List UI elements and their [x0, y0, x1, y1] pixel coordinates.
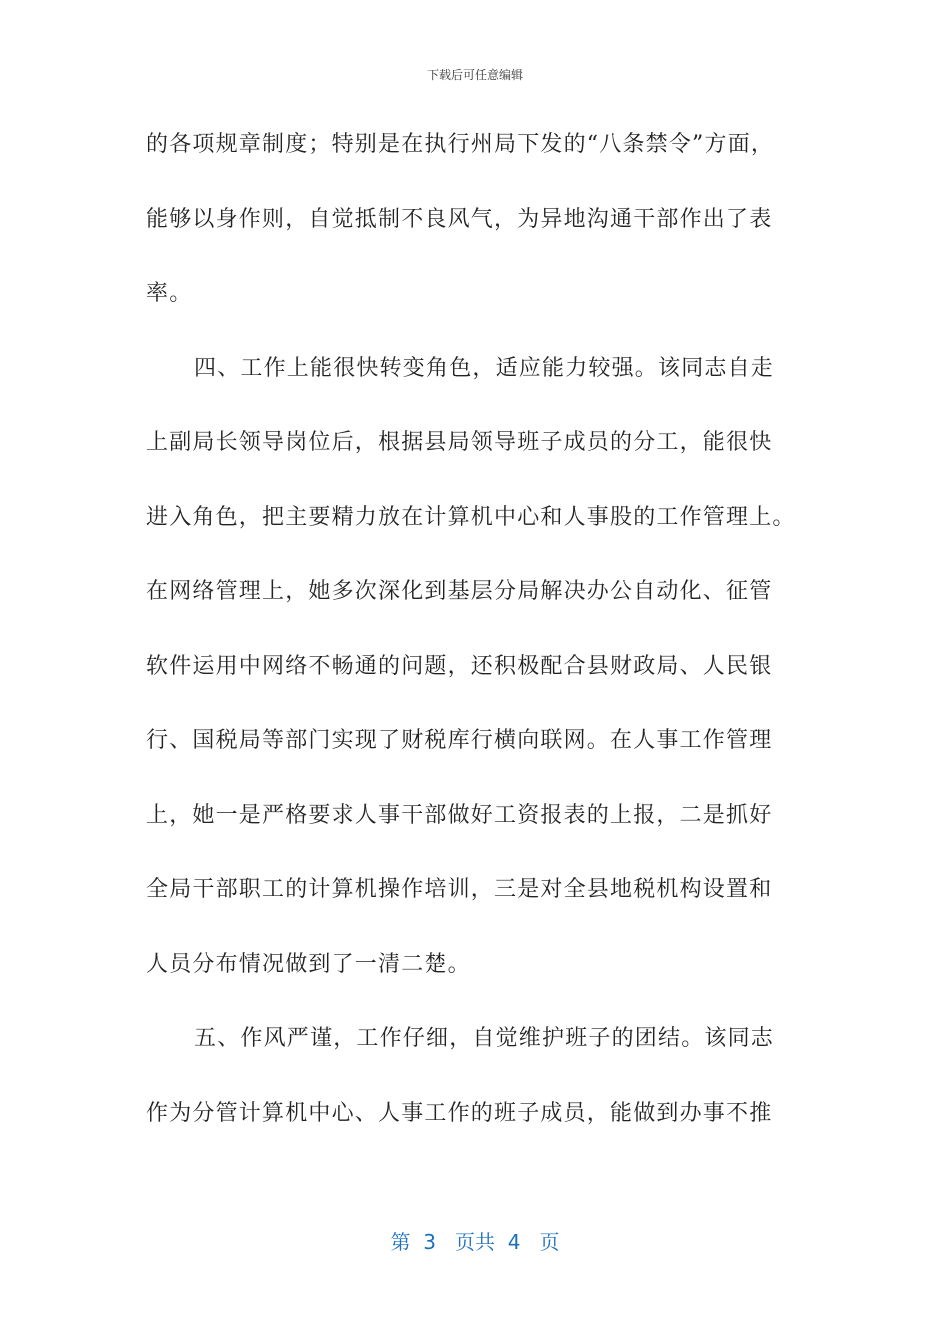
document-body [146, 124, 806, 1167]
text-line: 上副局长领导岗位后，根据县局领导班子成员的分工，能很快 [146, 430, 773, 455]
text-line: 上，她一是严格要求人事干部做好工资报表的上报，二是抓好 [146, 802, 773, 828]
text-line: 行、国税局等部门实现了财税库行横向联网。在人事工作管理 [146, 728, 773, 753]
text-line: 的各项规章制度；特别是在执行州局下发的“八条禁令”方面， [146, 132, 775, 157]
text-line: 率。 [146, 281, 193, 306]
text-line: 进入角色，把主要精力放在计算机中心和人事股的工作管理上。 [146, 504, 796, 530]
text-line: 软件运用中网络不畅通的问题，还积极配合县财政局、人民银 [146, 653, 773, 679]
paragraph-start-line: 五、作风严谨，工作仔细，自觉维护班子的团结。该同志 [194, 1026, 775, 1051]
text-line: 能够以身作则，自觉抵制不良风气，为异地沟通干部作出了表 [146, 206, 773, 232]
text-line: 全局干部职工的计算机操作培训，三是对全县地税机构设置和 [146, 877, 773, 902]
page-number-footer: 第 3 页共 4 页 [390, 1230, 560, 1254]
text-line: 作为分管计算机中心、人事工作的班子成员，能做到办事不推 [146, 1100, 773, 1126]
page-header: 下载后可任意编辑 [426, 68, 523, 82]
text-line: 人员分布情况做到了一清二楚。 [146, 951, 471, 977]
paragraph-start-line: 四、工作上能很快转变角色，适应能力较强。该同志自走 [194, 355, 775, 381]
text-line: 在网络管理上，她多次深化到基层分局解决办公自动化、征管 [146, 579, 773, 604]
